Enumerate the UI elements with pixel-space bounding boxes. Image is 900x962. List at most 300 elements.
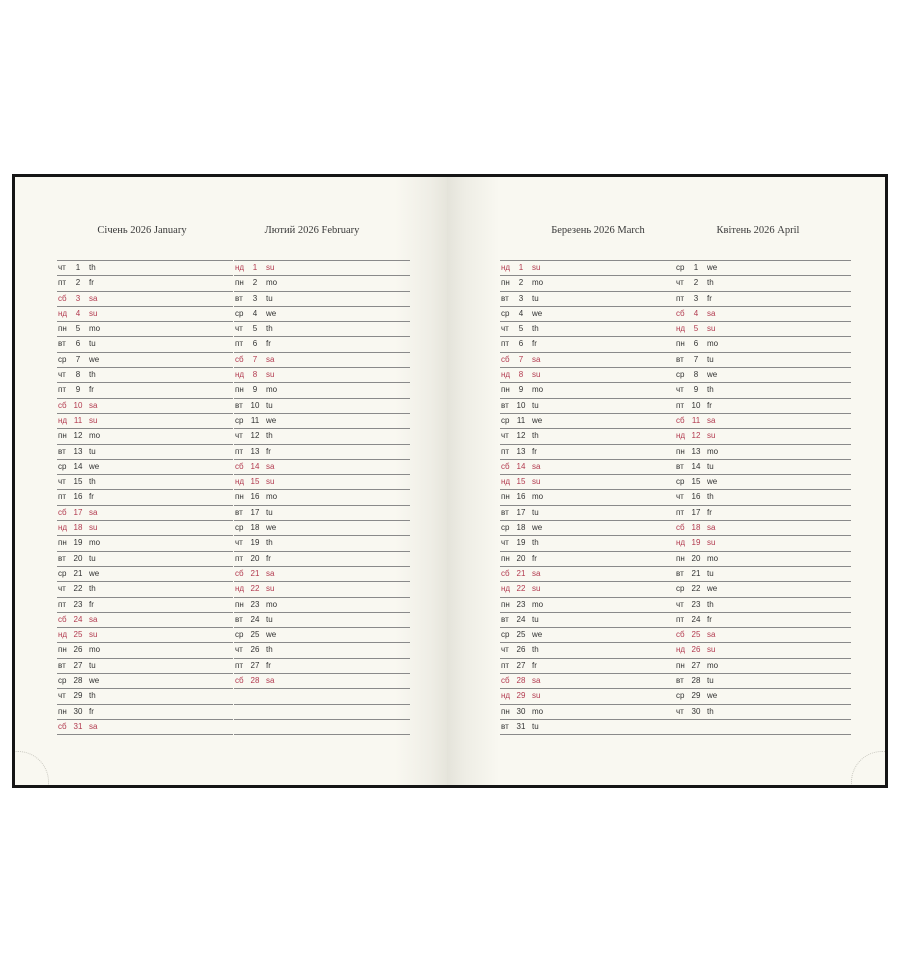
weekday-ua: нд (235, 477, 245, 487)
day-number: 29 (73, 691, 83, 701)
day-number: 23 (73, 599, 83, 609)
weekday-en: mo (89, 324, 101, 334)
weekday-ua: пт (501, 660, 509, 670)
day-number: 17 (250, 507, 260, 517)
month-column (57, 260, 233, 735)
weekday-ua: пн (501, 599, 510, 609)
weekday-en: su (532, 691, 541, 701)
month-title-march: Березень 2026 March (551, 225, 645, 236)
day-row (234, 399, 410, 414)
day-row (675, 720, 851, 735)
weekday-en: sa (532, 354, 541, 364)
day-row (57, 261, 233, 276)
weekday-ua: ср (235, 523, 244, 533)
day-number: 14 (516, 461, 526, 471)
weekday-ua: чт (58, 263, 66, 272)
day-row (500, 567, 676, 582)
day-number: 12 (250, 431, 260, 441)
day-row (675, 414, 851, 429)
weekday-ua: пт (58, 492, 66, 502)
weekday-ua: нд (58, 308, 68, 318)
weekday-en: we (89, 354, 100, 364)
day-row (500, 659, 676, 674)
weekday-ua: ср (58, 354, 67, 364)
day-number: 8 (693, 370, 699, 380)
weekday-ua: чт (501, 324, 509, 334)
day-row (675, 643, 851, 658)
weekday-ua: пт (235, 339, 243, 349)
day-row (500, 383, 676, 398)
weekday-en: mo (266, 385, 278, 395)
weekday-ua: пт (235, 553, 243, 563)
weekday-ua: пт (676, 507, 684, 517)
weekday-en: su (532, 263, 541, 272)
day-number: 3 (518, 293, 524, 303)
day-number: 8 (518, 370, 524, 380)
weekday-ua: вт (676, 354, 684, 364)
day-number: 26 (73, 645, 83, 655)
weekday-en: th (89, 584, 96, 594)
day-row (500, 368, 676, 383)
day-number: 4 (75, 308, 81, 318)
day-number: 6 (518, 339, 524, 349)
weekday-ua: ср (501, 415, 510, 425)
day-number: 21 (250, 568, 260, 578)
weekday-en: th (266, 538, 273, 548)
day-number: 21 (73, 568, 83, 578)
day-row (57, 521, 233, 536)
day-row (234, 521, 410, 536)
weekday-en: sa (707, 415, 716, 425)
weekday-ua: сб (235, 461, 244, 471)
day-number: 25 (691, 630, 701, 640)
day-row (234, 322, 410, 337)
weekday-en: fr (89, 492, 94, 502)
weekday-ua: чт (235, 645, 243, 655)
day-number: 9 (252, 385, 258, 395)
weekday-ua: вт (235, 614, 243, 624)
day-number: 14 (73, 461, 83, 471)
day-number: 13 (73, 446, 83, 456)
weekday-en: su (266, 263, 275, 272)
day-row (500, 536, 676, 551)
weekday-en: we (266, 415, 277, 425)
day-row (234, 705, 410, 720)
weekday-ua: пн (501, 553, 510, 563)
day-number: 12 (73, 431, 83, 441)
weekday-en: sa (89, 614, 98, 624)
day-number: 30 (73, 706, 83, 716)
weekday-en: fr (266, 446, 271, 456)
day-number: 2 (75, 278, 81, 288)
weekday-ua: пн (235, 385, 244, 395)
day-row (675, 445, 851, 460)
day-row (234, 552, 410, 567)
day-number: 6 (252, 339, 258, 349)
day-row (500, 705, 676, 720)
day-row (675, 689, 851, 704)
weekday-ua: пт (501, 339, 509, 349)
weekday-en: su (89, 415, 98, 425)
weekday-ua: чт (235, 538, 243, 548)
day-number: 6 (693, 339, 699, 349)
day-row (500, 322, 676, 337)
weekday-ua: сб (676, 415, 685, 425)
weekday-en: su (532, 370, 541, 380)
day-row (675, 613, 851, 628)
day-number: 22 (250, 584, 260, 594)
weekday-ua: сб (501, 676, 510, 686)
day-row (57, 460, 233, 475)
day-number: 24 (250, 614, 260, 624)
day-number: 17 (516, 507, 526, 517)
weekday-en: th (266, 431, 273, 441)
day-number: 1 (693, 263, 699, 272)
day-number: 2 (252, 278, 258, 288)
day-row (234, 337, 410, 352)
weekday-ua: чт (676, 278, 684, 288)
weekday-ua: сб (58, 614, 67, 624)
day-row (675, 399, 851, 414)
weekday-en: sa (89, 400, 98, 410)
weekday-ua: пт (58, 385, 66, 395)
weekday-en: fr (532, 446, 537, 456)
weekday-en: mo (532, 599, 544, 609)
day-number: 27 (73, 660, 83, 670)
day-row (57, 322, 233, 337)
weekday-en: mo (89, 538, 101, 548)
day-row (234, 429, 410, 444)
day-row (57, 659, 233, 674)
weekday-ua: нд (676, 431, 686, 441)
weekday-ua: нд (58, 415, 68, 425)
day-number: 26 (691, 645, 701, 655)
weekday-ua: чт (58, 477, 66, 487)
weekday-en: mo (707, 339, 719, 349)
day-number: 9 (693, 385, 699, 395)
weekday-ua: ср (501, 523, 510, 533)
weekday-en: mo (532, 706, 544, 716)
weekday-ua: чт (501, 538, 509, 548)
day-row (234, 674, 410, 689)
day-row (675, 582, 851, 597)
day-number: 15 (516, 477, 526, 487)
weekday-en: mo (707, 553, 719, 563)
weekday-en: mo (89, 431, 101, 441)
weekday-ua: чт (676, 492, 684, 502)
day-row (675, 337, 851, 352)
weekday-en: th (532, 645, 539, 655)
day-number: 22 (516, 584, 526, 594)
day-number: 3 (252, 293, 258, 303)
weekday-ua: пн (676, 339, 685, 349)
day-number: 20 (516, 553, 526, 563)
weekday-en: mo (266, 492, 278, 502)
weekday-ua: сб (58, 400, 67, 410)
day-number: 28 (691, 676, 701, 686)
weekday-ua: сб (58, 507, 67, 517)
day-number: 12 (691, 431, 701, 441)
day-row (57, 705, 233, 720)
day-number: 28 (73, 676, 83, 686)
weekday-en: tu (532, 507, 539, 517)
day-row (500, 598, 676, 613)
day-row (234, 628, 410, 643)
day-number: 2 (693, 278, 699, 288)
weekday-en: fr (532, 553, 537, 563)
weekday-ua: пн (501, 278, 510, 288)
day-number: 7 (75, 354, 81, 364)
day-row (500, 613, 676, 628)
day-row (500, 353, 676, 368)
day-row (57, 490, 233, 505)
weekday-ua: ср (501, 308, 510, 318)
day-row (57, 536, 233, 551)
weekday-en: mo (532, 492, 544, 502)
day-row (675, 598, 851, 613)
day-number: 29 (691, 691, 701, 701)
day-number: 5 (693, 324, 699, 334)
day-number: 24 (516, 614, 526, 624)
day-number: 16 (516, 492, 526, 502)
day-number: 3 (693, 293, 699, 303)
weekday-ua: сб (58, 721, 67, 731)
weekday-ua: чт (58, 370, 66, 380)
weekday-en: we (707, 263, 718, 272)
day-number: 25 (516, 630, 526, 640)
weekday-en: fr (89, 278, 94, 288)
weekday-en: sa (707, 308, 716, 318)
weekday-ua: пт (235, 446, 243, 456)
day-number: 18 (691, 523, 701, 533)
month-column (234, 260, 410, 735)
weekday-ua: пт (235, 660, 243, 670)
weekday-ua: нд (235, 584, 245, 594)
day-number: 11 (73, 415, 83, 425)
day-row (500, 521, 676, 536)
weekday-ua: сб (58, 293, 67, 303)
weekday-ua: пт (676, 400, 684, 410)
weekday-en: tu (532, 614, 539, 624)
weekday-en: sa (266, 568, 275, 578)
weekday-ua: вт (58, 660, 66, 670)
weekday-en: we (266, 523, 277, 533)
day-number: 14 (691, 461, 701, 471)
day-row (500, 307, 676, 322)
day-row (234, 307, 410, 322)
day-row (57, 276, 233, 291)
day-row (234, 490, 410, 505)
weekday-ua: вт (58, 339, 66, 349)
weekday-ua: сб (501, 461, 510, 471)
weekday-en: th (89, 691, 96, 701)
day-number: 20 (73, 553, 83, 563)
day-number: 4 (518, 308, 524, 318)
weekday-en: we (266, 630, 277, 640)
day-row (675, 659, 851, 674)
weekday-ua: вт (58, 553, 66, 563)
day-number: 5 (252, 324, 258, 334)
day-number: 8 (252, 370, 258, 380)
weekday-en: tu (266, 614, 273, 624)
day-number: 28 (516, 676, 526, 686)
weekday-ua: нд (235, 370, 245, 380)
day-number: 22 (73, 584, 83, 594)
day-row (234, 445, 410, 460)
weekday-en: tu (266, 400, 273, 410)
weekday-ua: чт (501, 645, 509, 655)
weekday-ua: сб (501, 354, 510, 364)
day-row (234, 353, 410, 368)
day-row (675, 567, 851, 582)
day-row (675, 628, 851, 643)
weekday-en: tu (707, 461, 714, 471)
day-number: 4 (693, 308, 699, 318)
weekday-ua: нд (501, 477, 511, 487)
weekday-ua: пт (501, 446, 509, 456)
weekday-en: mo (89, 645, 101, 655)
weekday-en: we (707, 477, 718, 487)
weekday-ua: сб (676, 523, 685, 533)
weekday-en: sa (532, 568, 541, 578)
weekday-en: fr (89, 599, 94, 609)
weekday-en: sa (89, 507, 98, 517)
weekday-en: sa (707, 523, 716, 533)
weekday-ua: нд (58, 523, 68, 533)
weekday-ua: ср (235, 415, 244, 425)
day-number: 7 (518, 354, 524, 364)
day-row (57, 689, 233, 704)
weekday-en: th (707, 278, 714, 288)
weekday-ua: пн (501, 385, 510, 395)
day-row (500, 337, 676, 352)
weekday-en: fr (266, 339, 271, 349)
weekday-ua: ср (235, 630, 244, 640)
day-row (57, 368, 233, 383)
day-number: 3 (75, 293, 81, 303)
day-number: 23 (691, 599, 701, 609)
weekday-ua: сб (235, 354, 244, 364)
day-row (57, 598, 233, 613)
day-row (234, 276, 410, 291)
day-number: 9 (518, 385, 524, 395)
weekday-ua: пн (58, 645, 67, 655)
day-number: 16 (73, 492, 83, 502)
weekday-en: we (532, 523, 543, 533)
day-row (57, 567, 233, 582)
weekday-en: tu (266, 507, 273, 517)
weekday-en: fr (707, 400, 712, 410)
day-row (675, 322, 851, 337)
day-row (500, 720, 676, 735)
day-number: 19 (691, 538, 701, 548)
day-number: 6 (75, 339, 81, 349)
day-row (57, 292, 233, 307)
weekday-en: su (89, 308, 98, 318)
day-number: 24 (691, 614, 701, 624)
weekday-en: su (532, 477, 541, 487)
weekday-en: tu (89, 446, 96, 456)
day-row (234, 292, 410, 307)
weekday-ua: пн (58, 431, 67, 441)
weekday-en: su (266, 370, 275, 380)
weekday-en: fr (707, 614, 712, 624)
day-row (57, 445, 233, 460)
weekday-ua: пн (235, 278, 244, 288)
weekday-ua: нд (676, 538, 686, 548)
weekday-ua: нд (676, 645, 686, 655)
day-number: 26 (516, 645, 526, 655)
day-row (500, 414, 676, 429)
weekday-en: th (532, 324, 539, 334)
weekday-en: we (266, 308, 277, 318)
weekday-ua: вт (501, 721, 509, 731)
day-number: 24 (73, 614, 83, 624)
weekday-en: fr (266, 553, 271, 563)
month-title-february: Лютий 2026 February (264, 225, 360, 236)
weekday-ua: нд (58, 630, 68, 640)
weekday-en: we (532, 308, 543, 318)
day-number: 1 (75, 263, 81, 272)
day-number: 4 (252, 308, 258, 318)
weekday-en: th (707, 385, 714, 395)
day-number: 20 (691, 553, 701, 563)
day-row (57, 337, 233, 352)
day-row (500, 276, 676, 291)
day-row (234, 689, 410, 704)
day-row (57, 307, 233, 322)
weekday-ua: пн (58, 538, 67, 548)
weekday-en: sa (89, 293, 98, 303)
weekday-en: sa (266, 461, 275, 471)
page-corner-decoration (15, 751, 49, 785)
day-row (500, 674, 676, 689)
day-row (57, 399, 233, 414)
day-number: 27 (516, 660, 526, 670)
day-row (675, 429, 851, 444)
weekday-ua: сб (235, 568, 244, 578)
month-title-april: Квітень 2026 April (716, 225, 800, 236)
day-number: 11 (691, 415, 701, 425)
weekday-en: fr (707, 507, 712, 517)
day-row (234, 261, 410, 276)
day-row (675, 368, 851, 383)
weekday-ua: пн (501, 492, 510, 502)
day-row (234, 368, 410, 383)
weekday-ua: чт (501, 431, 509, 441)
day-row (234, 567, 410, 582)
weekday-en: th (89, 263, 96, 272)
weekday-ua: нд (501, 584, 511, 594)
day-number: 23 (250, 599, 260, 609)
weekday-en: su (266, 584, 275, 594)
weekday-en: sa (532, 676, 541, 686)
weekday-en: we (707, 584, 718, 594)
day-row (500, 689, 676, 704)
weekday-en: mo (266, 599, 278, 609)
day-number: 17 (691, 507, 701, 517)
day-row (675, 536, 851, 551)
weekday-ua: ср (58, 676, 67, 686)
day-number: 5 (75, 324, 81, 334)
weekday-ua: ср (235, 308, 244, 318)
weekday-en: fr (532, 660, 537, 670)
weekday-ua: вт (58, 446, 66, 456)
day-number: 2 (518, 278, 524, 288)
weekday-ua: нд (501, 263, 511, 272)
weekday-en: tu (89, 660, 96, 670)
weekday-ua: вт (235, 507, 243, 517)
